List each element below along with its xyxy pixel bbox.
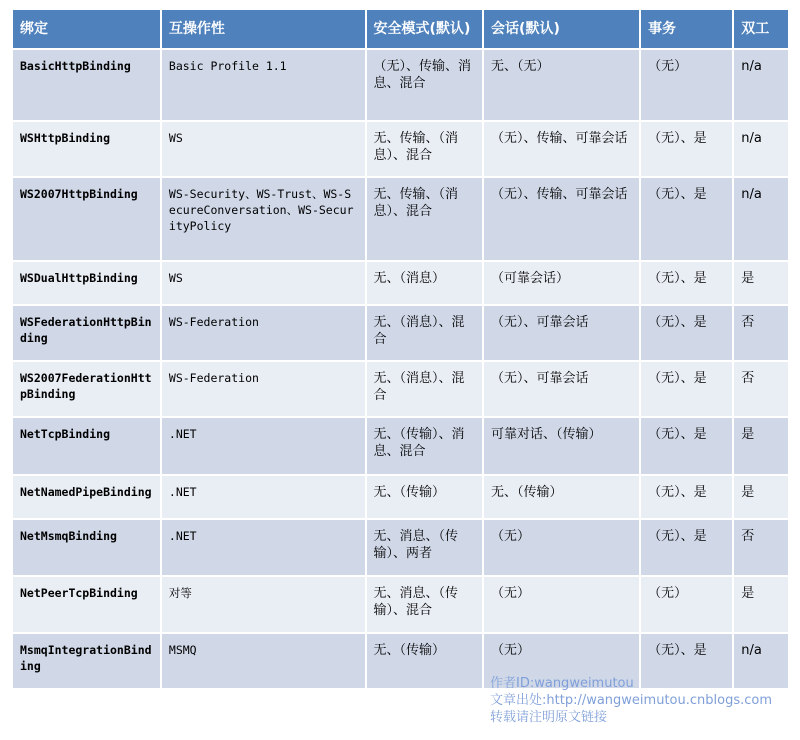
header-binding: 绑定 bbox=[13, 10, 160, 48]
cell-security: 无、（消息） bbox=[367, 262, 483, 304]
cell-duplex: n/a bbox=[734, 122, 788, 176]
cell-interop: Basic Profile 1.1 bbox=[162, 50, 365, 120]
watermark-source: 文章出处:http://wangweimutou.cnblogs.com bbox=[490, 693, 772, 708]
cell-session: （无） bbox=[484, 577, 639, 632]
header-row bbox=[13, 10, 788, 48]
table-row bbox=[13, 418, 788, 474]
cell-transaction: （无）、是 bbox=[641, 476, 732, 518]
header-interop: 互操作性 bbox=[162, 10, 365, 48]
watermark-notice: 转载请注明原文链接 bbox=[490, 710, 608, 725]
cell-interop: .NET bbox=[162, 520, 365, 575]
cell-interop: WS bbox=[162, 262, 365, 304]
cell-transaction: （无） bbox=[641, 50, 732, 120]
cell-security: 无、（传输） bbox=[367, 476, 483, 518]
cell-binding: WSHttpBinding bbox=[13, 122, 160, 176]
header-session: 会话(默认) bbox=[484, 10, 639, 48]
table-row bbox=[13, 362, 788, 416]
header-security: 安全模式(默认) bbox=[367, 10, 483, 48]
cell-interop: WS-Security、WS-Trust、WS-SecureConversation、WS-SecurityPolicy bbox=[162, 178, 365, 260]
cell-interop: .NET bbox=[162, 476, 365, 518]
cell-transaction: （无） bbox=[641, 577, 732, 632]
cell-binding: WSFederationHttpBinding bbox=[13, 306, 160, 360]
cell-security: 无、（消息）、混合 bbox=[367, 306, 483, 360]
cell-duplex: 是 bbox=[734, 577, 788, 632]
cell-duplex: 否 bbox=[734, 362, 788, 416]
cell-duplex: 否 bbox=[734, 306, 788, 360]
cell-duplex: n/a bbox=[734, 50, 788, 120]
cell-binding: MsmqIntegrationBinding bbox=[13, 634, 160, 688]
watermark bbox=[490, 675, 772, 726]
table-row bbox=[13, 178, 788, 260]
cell-transaction: （无）、是 bbox=[641, 122, 732, 176]
cell-transaction: （无）、是 bbox=[641, 178, 732, 260]
cell-session: 无、（无） bbox=[484, 50, 639, 120]
table-row bbox=[13, 476, 788, 518]
cell-duplex: n/a bbox=[734, 178, 788, 260]
cell-security: 无、传输、（消息）、混合 bbox=[367, 122, 483, 176]
cell-binding: WSDualHttpBinding bbox=[13, 262, 160, 304]
bindings-table bbox=[11, 8, 790, 690]
cell-security: 无、（消息）、混合 bbox=[367, 362, 483, 416]
cell-binding: NetMsmqBinding bbox=[13, 520, 160, 575]
table-row bbox=[13, 577, 788, 632]
table-row bbox=[13, 306, 788, 360]
cell-session: 无、（传输） bbox=[484, 476, 639, 518]
cell-interop: .NET bbox=[162, 418, 365, 474]
header-duplex: 双工 bbox=[734, 10, 788, 48]
cell-duplex: n/a bbox=[734, 634, 788, 688]
cell-duplex: 是 bbox=[734, 262, 788, 304]
cell-security: 无、传输、（消息）、混合 bbox=[367, 178, 483, 260]
cell-session: （可靠会话） bbox=[484, 262, 639, 304]
cell-binding: WS2007HttpBinding bbox=[13, 178, 160, 260]
cell-security: 无、（传输） bbox=[367, 634, 483, 688]
cell-security: 无、消息、（传输）、两者 bbox=[367, 520, 483, 575]
cell-session: （无）、传输、可靠会话 bbox=[484, 122, 639, 176]
cell-session: （无）、可靠会话 bbox=[484, 362, 639, 416]
cell-session: （无）、可靠会话 bbox=[484, 306, 639, 360]
cell-duplex: 是 bbox=[734, 476, 788, 518]
cell-duplex: 是 bbox=[734, 418, 788, 474]
cell-interop: 对等 bbox=[162, 577, 365, 632]
cell-session: （无） bbox=[484, 520, 639, 575]
cell-binding: NetPeerTcpBinding bbox=[13, 577, 160, 632]
cell-transaction: （无）、是 bbox=[641, 306, 732, 360]
cell-interop: WS-Federation bbox=[162, 362, 365, 416]
cell-transaction: （无）、是 bbox=[641, 262, 732, 304]
cell-session: （无）、传输、可靠会话 bbox=[484, 178, 639, 260]
cell-transaction: （无）、是 bbox=[641, 362, 732, 416]
cell-duplex: 否 bbox=[734, 520, 788, 575]
cell-security: 无、消息、（传输）、混合 bbox=[367, 577, 483, 632]
cell-session: （无） bbox=[484, 634, 639, 688]
table-row bbox=[13, 262, 788, 304]
cell-session: 可靠对话、（传输） bbox=[484, 418, 639, 474]
cell-interop: WS-Federation bbox=[162, 306, 365, 360]
table-row bbox=[13, 50, 788, 120]
cell-transaction: （无）、是 bbox=[641, 520, 732, 575]
cell-binding: BasicHttpBinding bbox=[13, 50, 160, 120]
cell-binding: NetNamedPipeBinding bbox=[13, 476, 160, 518]
watermark-author: 作者ID:wangweimutou bbox=[490, 676, 634, 691]
table-row bbox=[13, 520, 788, 575]
cell-security: 无、（传输）、消息、混合 bbox=[367, 418, 483, 474]
cell-binding: WS2007FederationHttpBinding bbox=[13, 362, 160, 416]
cell-security: （无）、传输、消息、混合 bbox=[367, 50, 483, 120]
cell-interop: WS bbox=[162, 122, 365, 176]
cell-transaction: （无）、是 bbox=[641, 634, 732, 688]
cell-binding: NetTcpBinding bbox=[13, 418, 160, 474]
cell-transaction: （无）、是 bbox=[641, 418, 732, 474]
table-row bbox=[13, 122, 788, 176]
header-transaction: 事务 bbox=[641, 10, 732, 48]
cell-interop: MSMQ bbox=[162, 634, 365, 688]
